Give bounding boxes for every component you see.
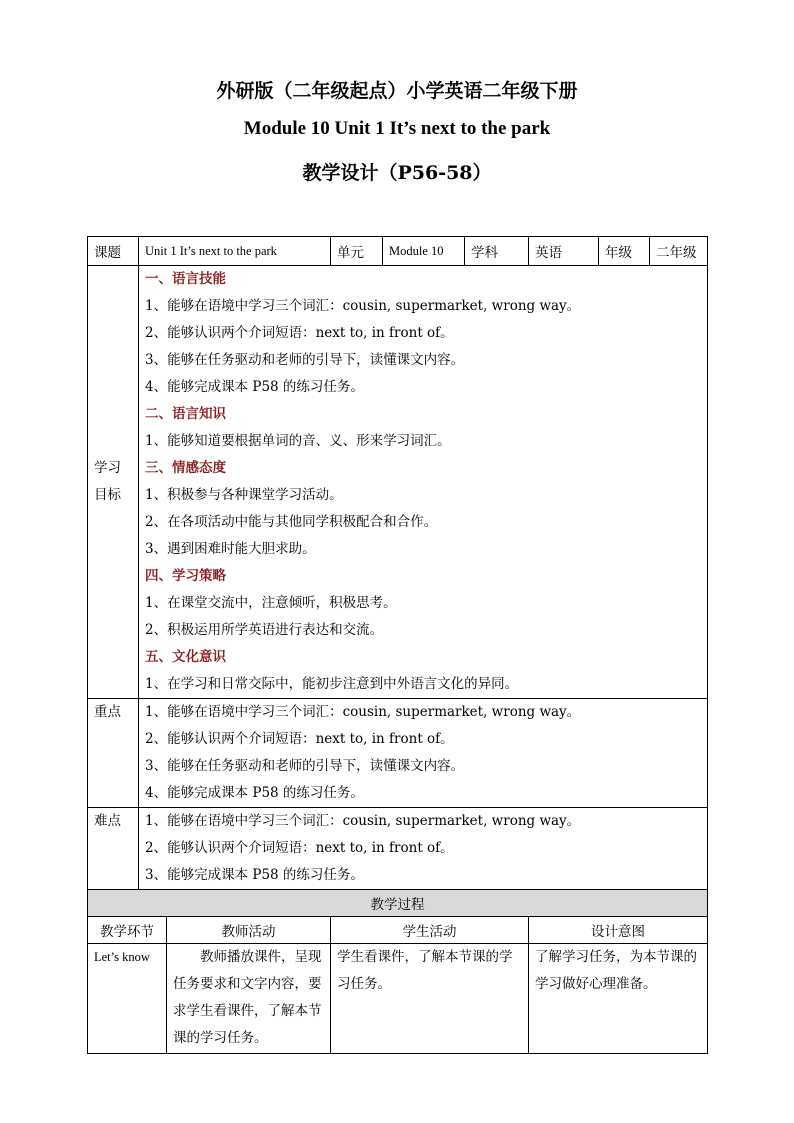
section-title: 四、学习策略 (145, 568, 226, 584)
info-row (88, 237, 708, 266)
list-item: 4、能够完成课本 P58 的练习任务。 (145, 379, 364, 395)
teacher-activity-cell: 教师播放课件，呈现任务要求和文字内容，要求学生看课件，了解本节课的学习任务。 (167, 944, 331, 1054)
grade-value: 二年级 (650, 237, 708, 266)
section-title: 五、文化意识 (145, 649, 226, 665)
list-item: 1、能够知道要根据单词的音、义、形来学习词汇。 (145, 433, 451, 449)
list-item: 3、遇到困难时能大胆求助。 (145, 541, 316, 557)
list-item: 3、能够完成课本 P58 的练习任务。 (145, 867, 364, 883)
list-item: 2、能够认识两个介词短语：next to, in front of。 (145, 840, 454, 856)
topic-label: 课题 (88, 237, 139, 266)
process-row (88, 944, 708, 1054)
unit-value: Module 10 (383, 237, 465, 266)
stage-cell: Let’s know (88, 944, 167, 1054)
objectives-row (88, 266, 708, 699)
difficulties-label: 难点 (88, 808, 139, 890)
lesson-title: Module 10 Unit 1 It’s next to the park (243, 118, 551, 139)
difficulties-content (139, 808, 708, 890)
key-points-label: 重点 (88, 699, 139, 808)
objectives-label (88, 266, 139, 699)
list-item: 1、能够在语境中学习三个词汇：cousin, supermarket, wrong way。 (145, 298, 581, 314)
list-item: 2、能够认识两个介词短语：next to, in front of。 (145, 325, 454, 341)
design-title: 教学设计（P56-58） (302, 162, 492, 184)
list-item: 1、积极参与各种课堂学习活动。 (145, 487, 343, 503)
key-points-row (88, 699, 708, 808)
col-stage-header: 教学环节 (88, 917, 167, 944)
list-item: 4、能够完成课本 P58 的练习任务。 (145, 785, 364, 801)
section-title: 二、语言知识 (145, 406, 226, 422)
process-header-row (88, 917, 708, 944)
process-title-row (88, 890, 708, 917)
topic-value: Unit 1 It’s next to the park (139, 237, 331, 266)
col-design-header: 设计意图 (529, 917, 708, 944)
col-student-header: 学生活动 (331, 917, 529, 944)
list-item: 2、能够认识两个介词短语：next to, in front of。 (145, 731, 454, 747)
key-points-content (139, 699, 708, 808)
subject-label: 学科 (465, 237, 529, 266)
difficulties-row (88, 808, 708, 890)
objectives-label-line2: 目标 (94, 487, 121, 503)
unit-label: 单元 (331, 237, 383, 266)
document-title: 外研版（二年级起点）小学英语二年级下册 (216, 80, 578, 102)
list-item: 2、积极运用所学英语进行表达和交流。 (145, 622, 384, 638)
list-item: 2、在各项活动中能与其他同学积极配合和合作。 (145, 514, 438, 530)
section-title: 一、语言技能 (145, 271, 226, 287)
student-activity-cell: 学生看课件，了解本节课的学习任务。 (331, 944, 529, 1054)
list-item: 1、能够在语境中学习三个词汇：cousin, supermarket, wrong way。 (145, 813, 581, 829)
objectives-content (139, 266, 708, 699)
section-title: 三、情感态度 (145, 460, 226, 476)
design-intent-cell: 了解学习任务，为本节课的学习做好心理准备。 (529, 944, 708, 1054)
lesson-plan-table (87, 236, 708, 1054)
col-teacher-header: 教师活动 (167, 917, 331, 944)
list-item: 3、能够在任务驱动和老师的引导下，读懂课文内容。 (145, 352, 465, 368)
process-title: 教学过程 (88, 890, 708, 917)
grade-label: 年级 (599, 237, 650, 266)
list-item: 3、能够在任务驱动和老师的引导下，读懂课文内容。 (145, 758, 465, 774)
objectives-label-line1: 学习 (94, 460, 121, 476)
list-item: 1、在学习和日常交际中，能初步注意到中外语言文化的异同。 (145, 676, 519, 692)
list-item: 1、在课堂交流中，注意倾听，积极思考。 (145, 595, 397, 611)
list-item: 1、能够在语境中学习三个词汇：cousin, supermarket, wrong way。 (145, 704, 581, 720)
subject-value: 英语 (529, 237, 599, 266)
